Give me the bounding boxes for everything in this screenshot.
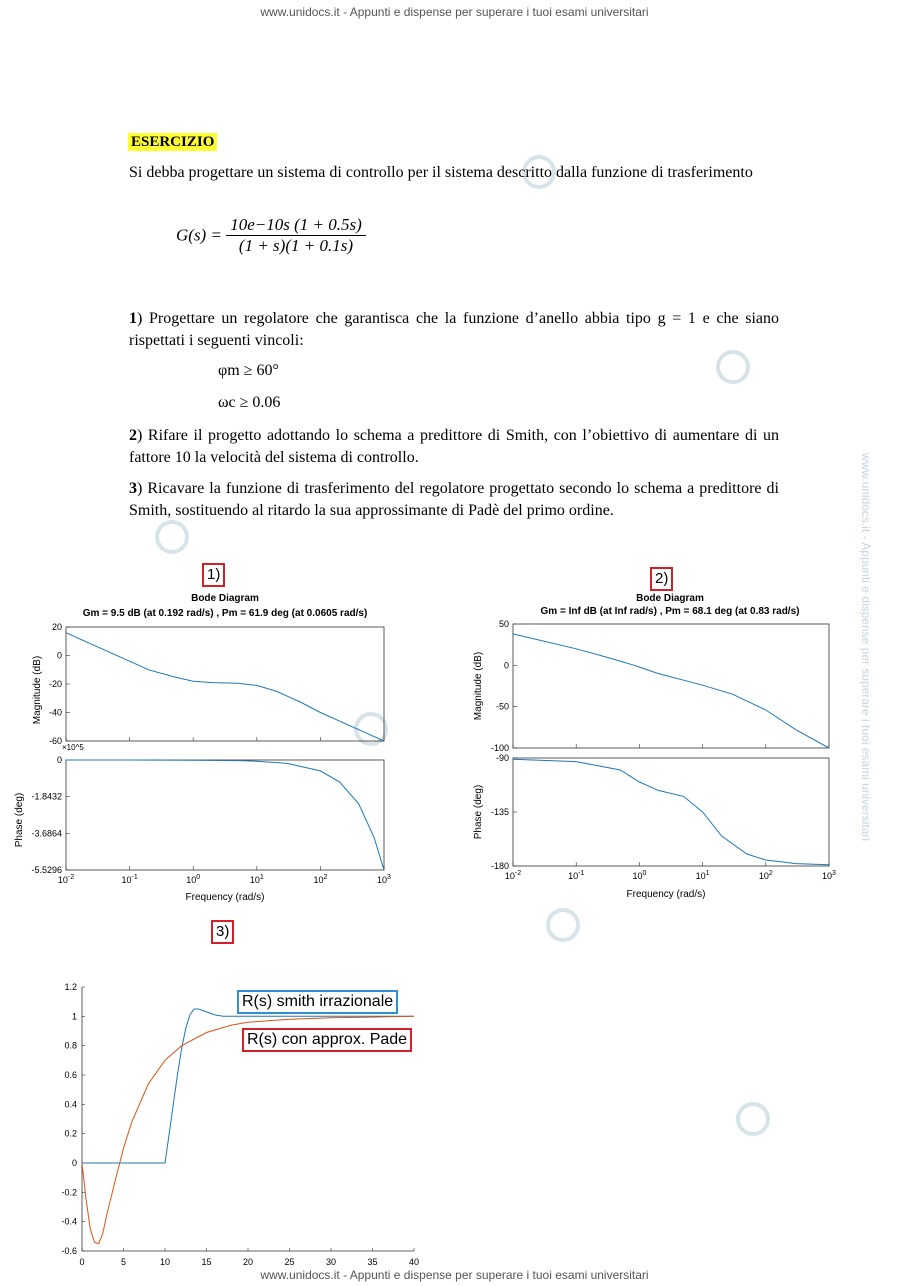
step-ytick-label: 0.8 — [64, 1040, 77, 1051]
chart1-phase-series-line — [66, 760, 384, 870]
chart2-phase-xtick-label-exponent: 1 — [705, 870, 710, 877]
question-1-text: ) Progettare un regolatore che garantisca che la funzione d’anello abbia tipo g = 1 e che siano rispettati i seguenti vincoli: — [129, 310, 779, 349]
chart1-phase-xtick-label: $10^3$ — [377, 874, 391, 885]
chart1-mag-ylabel: Magnitude (dB) — [32, 655, 43, 725]
question-3 — [129, 478, 779, 522]
formula-lhs: G(s) = — [176, 225, 222, 245]
watermark-top: www.unidocs.it - Appunti e dispense per superare i tuoi esami universitari — [260, 5, 649, 19]
chart1-mag-ytick-label: 20 — [51, 622, 62, 632]
chart2-mag-series-line — [513, 634, 829, 748]
watermark-logo-icon — [736, 1102, 770, 1136]
chart1-subtitle: Gm = 9.5 dB (at 0.192 rad/s) , Pm = 61.9 deg (at 0.0605 rad/s) — [82, 608, 368, 619]
chart1-phase-xtick-label-exponent: 0 — [196, 874, 201, 881]
chart2-phase-xtick-label: $10^{-2}$ — [504, 870, 522, 881]
chart2-phase-frame — [513, 758, 829, 866]
step-xtick-label: 40 — [408, 1257, 420, 1267]
transfer-function — [176, 215, 366, 256]
legend-smith: R(s) smith irrazionale — [237, 990, 398, 1014]
chart2-mag-ytick-label: 50 — [498, 619, 509, 629]
chart2-phase-ytick-label: -135 — [490, 807, 509, 817]
chart1-phase-xtick-label-exponent: 3 — [387, 874, 391, 881]
chart2-phase-xtick-label: $10^1$ — [695, 870, 710, 881]
exercise-title: ESERCIZIO — [128, 133, 217, 151]
chart1-xlabel: Frequency (rad/s) — [185, 892, 265, 903]
constraint-phase-margin: φm ≥ 60° — [218, 362, 279, 379]
chart1-phase-xtick-label: $10^2$ — [313, 874, 328, 885]
chart1-phase-ylabel: Phase (deg) — [14, 792, 25, 848]
question-2-number: 2 — [129, 427, 137, 444]
chart2-phase-ytick-label: -90 — [495, 753, 509, 763]
step-ytick-label: 0.2 — [64, 1128, 77, 1139]
chart2-phase-xtick-label-exponent: -1 — [578, 870, 585, 877]
chart1-phase-ytick-label: -3.6864 — [31, 828, 62, 839]
step-xtick-label: 5 — [120, 1257, 127, 1267]
chart2-phase-xtick-label: $10^{-1}$ — [568, 870, 585, 881]
step-chart — [40, 975, 440, 1275]
watermark-logo-icon — [155, 520, 189, 554]
chart2-phase-ylabel: Phase (deg) — [473, 784, 484, 840]
chart2-phase-xtick-label-exponent: -2 — [514, 870, 522, 877]
step-ytick-label: 1.2 — [64, 982, 77, 992]
chart2-xlabel: Frequency (rad/s) — [626, 889, 706, 900]
step-ytick-label: 0.6 — [64, 1070, 77, 1080]
step-ytick-label: -0.2 — [61, 1187, 77, 1198]
question-1 — [129, 308, 779, 352]
bode-chart-1 — [0, 590, 455, 910]
step-xtick-label: 15 — [201, 1257, 212, 1267]
figure-label-1: 1) — [202, 563, 225, 587]
chart2-phase-xtick-label-exponent: 3 — [832, 870, 836, 877]
step-xtick-label: 35 — [367, 1257, 378, 1267]
step-ytick-label: -0.4 — [61, 1216, 77, 1227]
chart1-mag-series-line — [66, 633, 384, 741]
chart2-subtitle: Gm = Inf dB (at Inf rad/s) , Pm = 68.1 deg (at 0.83 rad/s) — [540, 606, 800, 617]
step-xtick-label: 0 — [79, 1257, 85, 1267]
chart1-phase-scale: ×10^5 — [62, 743, 84, 752]
chart1-phase-xtick-label: $10^0$ — [186, 874, 201, 885]
step-xtick-label: 25 — [284, 1257, 295, 1267]
step-xtick-label: 10 — [159, 1257, 171, 1267]
question-1-number: 1 — [129, 310, 137, 327]
watermark-right: www.unidocs.it - Appunti e dispense per superare i tuoi esami universitari — [859, 452, 874, 842]
legend-pade: R(s) con approx. Pade — [242, 1028, 412, 1052]
chart2-mag-frame — [513, 624, 829, 748]
chart1-mag-ytick-label: 0 — [56, 650, 62, 661]
chart2-phase-xtick-label: $10^3$ — [822, 870, 836, 881]
question-2 — [129, 425, 779, 469]
chart2-phase-axes — [491, 753, 836, 881]
chart1-phase-xtick-label-exponent: -1 — [131, 874, 138, 881]
chart1-mag-ytick-label: -40 — [48, 707, 62, 718]
watermark-logo-icon — [546, 908, 580, 942]
formula-denominator: (1 + s)(1 + 0.1s) — [238, 236, 353, 255]
watermark-bottom: www.unidocs.it - Appunti e dispense per superare i tuoi esami universitari — [260, 1268, 649, 1282]
bode-chart-2 — [455, 590, 909, 910]
chart2-mag-ytick-label: -100 — [490, 743, 509, 753]
step-ytick-label: 0.4 — [64, 1099, 77, 1110]
chart2-phase-xtick-label: $10^2$ — [758, 870, 773, 881]
chart1-phase-ytick-label: 0 — [56, 755, 62, 765]
chart2-phase-ytick-label: -180 — [490, 861, 509, 871]
figure-label-2: 2) — [650, 567, 673, 591]
chart1-phase-xtick-label-exponent: 1 — [259, 874, 264, 881]
chart1-phase-ytick-label: -1.8432 — [31, 791, 62, 802]
chart2-magnitude-axes — [491, 619, 829, 753]
question-3-text: ) Ricavare la funzione di trasferimento del regolatore progettato secondo lo schema a predittore di Smith, sostituendo al ritardo la sua approssimante di Padè del primo ordine. — [129, 480, 779, 519]
chart1-mag-frame — [66, 627, 384, 741]
chart2-phase-xtick-label-exponent: 2 — [768, 870, 773, 877]
chart2-phase-series-line — [513, 759, 829, 865]
chart1-phase-xtick-label: $10^{-1}$ — [121, 874, 138, 885]
step-ytick-label: 0 — [71, 1158, 77, 1168]
chart1-title: Bode Diagram — [191, 593, 259, 604]
chart1-phase-frame — [66, 760, 384, 870]
question-3-number: 3 — [129, 480, 137, 497]
formula-fraction — [226, 215, 366, 256]
chart1-mag-ytick-label: -20 — [48, 679, 62, 689]
chart1-phase-xtick-label: $10^{-2}$ — [57, 874, 75, 885]
chart1-phase-xtick-label-exponent: 2 — [323, 874, 328, 881]
step-ytick-label: -0.6 — [61, 1246, 77, 1256]
step-xtick-label: 20 — [242, 1257, 254, 1267]
chart2-mag-ytick-label: -50 — [495, 701, 509, 712]
exercise-intro: Si debba progettare un sistema di controllo per il sistema descritto dalla funzione di trasferimento — [129, 164, 753, 181]
chart2-phase-xtick-label-exponent: 0 — [642, 870, 647, 877]
chart1-phase-xtick-label-exponent: -2 — [67, 874, 75, 881]
chart1-phase-axes — [31, 755, 391, 885]
chart1-mag-ytick-label: -60 — [48, 736, 62, 746]
question-2-text: ) Rifare il progetto adottando lo schema a predittore di Smith, con l’obiettivo di aumentare di un fattore 10 la velocità del sistema di controllo. — [129, 427, 779, 466]
chart2-title: Bode Diagram — [636, 593, 704, 604]
formula-numerator: 10e−10s (1 + 0.5s) — [226, 215, 366, 236]
constraint-crossover: ωc ≥ 0.06 — [218, 394, 281, 411]
chart1-phase-ytick-label: -5.5296 — [31, 865, 62, 875]
step-xtick-label: 30 — [325, 1257, 337, 1267]
chart2-phase-xtick-label: $10^0$ — [632, 870, 647, 881]
chart2-mag-ylabel: Magnitude (dB) — [473, 651, 484, 721]
chart2-mag-ytick-label: 0 — [503, 660, 509, 671]
step-chart-axes — [61, 982, 419, 1267]
chart1-phase-xtick-label: $10^1$ — [249, 874, 264, 885]
figure-label-3: 3) — [211, 920, 234, 944]
chart1-magnitude-axes — [49, 622, 384, 746]
watermark-logo-icon — [716, 350, 750, 384]
step-ytick-label: 1 — [71, 1011, 77, 1022]
